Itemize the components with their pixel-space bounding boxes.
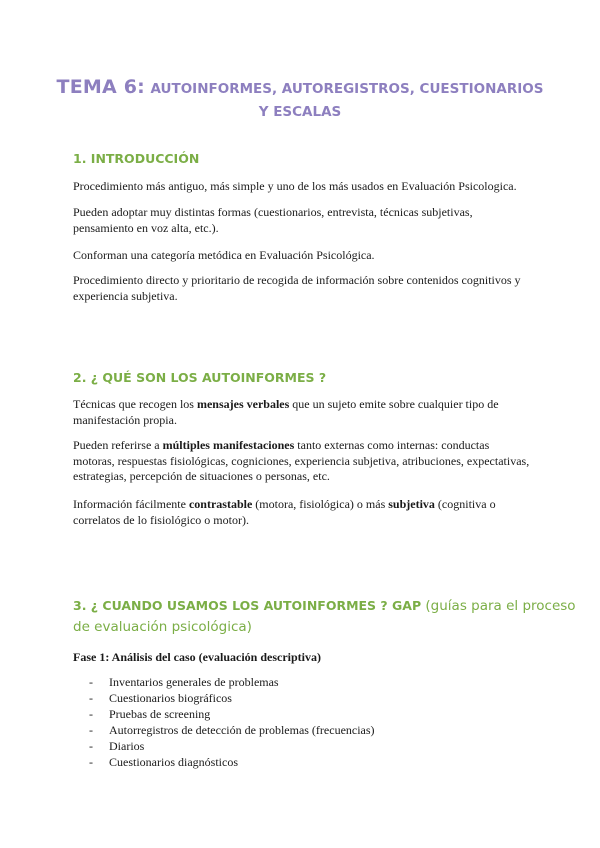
list-item-text: Pruebas de screening (109, 707, 211, 721)
section3-heading-line2: de evaluación psicológica) (73, 619, 252, 635)
section2-paragraph-1 (73, 397, 533, 428)
text-run: (motora, fisiológica) o más (252, 497, 389, 511)
list-dash: - (89, 723, 93, 737)
list-dash: - (89, 707, 93, 721)
document-title-line2 (0, 101, 600, 120)
list-item (89, 722, 375, 738)
section3-heading-main: 3. ¿ CUANDO USAMOS LOS AUTOINFORMES ? GAP (73, 598, 422, 613)
section2-paragraph-2 (73, 438, 533, 485)
section1-paragraph-1: Procedimiento más antiguo, más simple y uno de los más usados en Evaluación Psicologica. (73, 179, 517, 193)
bold-term: subjetiva (388, 497, 435, 511)
text-run: Pueden referirse a (73, 438, 163, 452)
text-run: Información fácilmente (73, 497, 189, 511)
list-item-text: Diarios (109, 739, 145, 753)
section3-heading (73, 598, 576, 614)
text-run: que un sujeto emite sobre cualquier tipo de manifestación propia. (73, 397, 499, 427)
list-dash: - (89, 675, 93, 689)
section1-heading: 1. INTRODUCCIÓN (73, 151, 200, 166)
list-item (89, 690, 375, 706)
list-item (89, 738, 375, 754)
fase1-heading: Fase 1: Análisis del caso (evaluación descriptiva) (73, 650, 321, 664)
section2-heading: 2. ¿ QUÉ SON LOS AUTOINFORMES ? (73, 370, 327, 385)
list-item-text: Inventarios generales de problemas (109, 675, 279, 689)
title-lead: TEMA 6: (56, 76, 145, 98)
text-run: (cognitiva o correlatos de lo fisiológico o motor). (73, 497, 496, 527)
list-dash: - (89, 755, 93, 769)
text-run: tanto externas como internas: conductas motoras, respuestas fisiológicas, cogniciones, experiencia subjetiva, atribuciones, expectativas, estrategias, percepción de situaciones o personas, etc. (73, 438, 530, 483)
list-item-text: Autorregistros de detección de problemas (frecuencias) (109, 723, 375, 737)
title-rest: AUTOINFORMES, AUTOREGISTROS, CUESTIONARIOS (150, 81, 544, 97)
section3-heading-subtitle: (guías para el proceso (421, 598, 576, 614)
list-item (89, 754, 375, 770)
bold-term: múltiples manifestaciones (162, 438, 295, 452)
document-title-line1 (0, 76, 600, 98)
bold-term: mensajes verbales (196, 397, 290, 411)
list-dash: - (89, 739, 93, 753)
list-item-text: Cuestionarios biográficos (109, 691, 232, 705)
list-item (89, 674, 375, 690)
list-dash: - (89, 691, 93, 705)
fase1-list (89, 674, 375, 770)
section2-paragraph-3 (73, 497, 533, 528)
section1-paragraph-2: Pueden adoptar muy distintas formas (cuestionarios, entrevista, técnicas subjetivas, pensamiento en voz alta, etc.). (73, 205, 473, 235)
section1-paragraph-3: Conforman una categoría metódica en Evaluación Psicológica. (73, 248, 375, 262)
list-item (89, 706, 375, 722)
title-line2: Y ESCALAS (258, 104, 342, 120)
list-item-text: Cuestionarios diagnósticos (109, 755, 238, 769)
section1-paragraph-4: Procedimiento directo y prioritario de recogida de información sobre contenidos cognitivos y experiencia subjetiva. (73, 273, 521, 303)
bold-term: contrastable (188, 497, 253, 511)
text-run: Técnicas que recogen los (73, 397, 197, 411)
